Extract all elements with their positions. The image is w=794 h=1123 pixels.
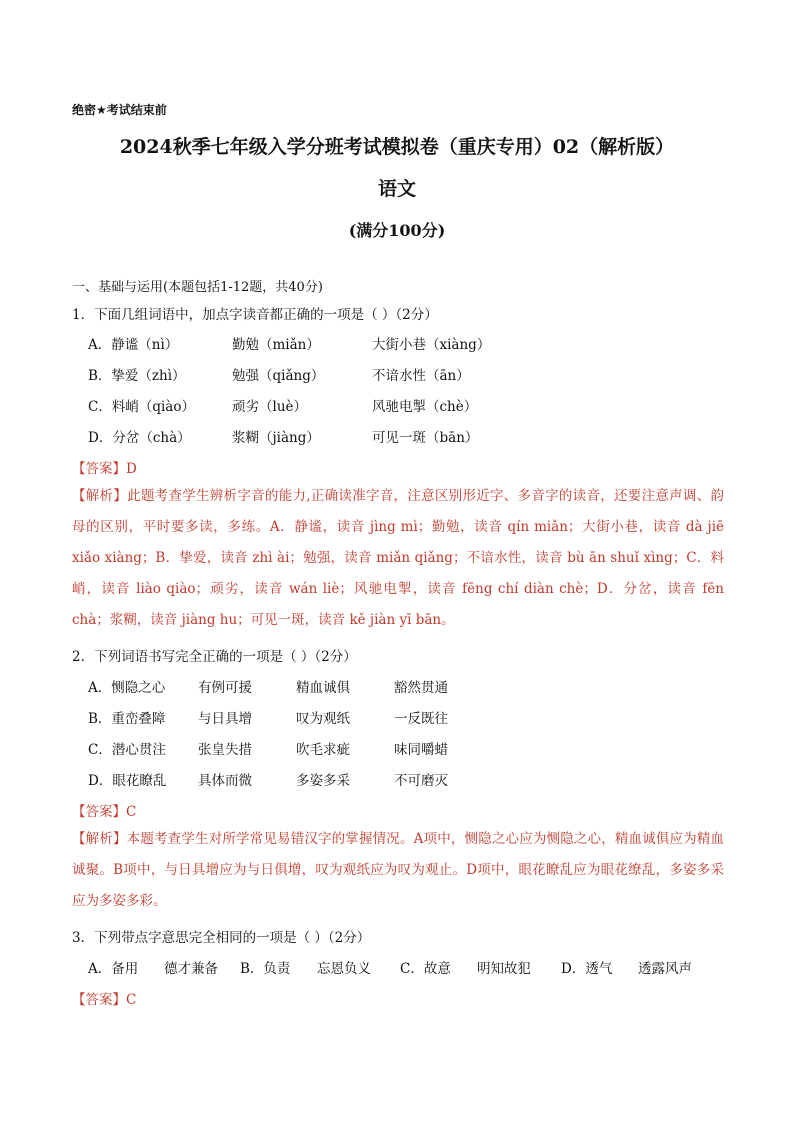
- q1-opt: 勤勉（miǎn）: [232, 337, 320, 353]
- q1-opt: 浆糊（jiàng）: [232, 430, 320, 446]
- q2-opt: 不可磨灭: [394, 773, 448, 789]
- q2-opt: D．眼花瞭乱: [88, 773, 167, 789]
- q1-opt: 不谙水性（ān）: [372, 368, 470, 384]
- answer-label: 【答案】: [72, 992, 126, 1008]
- q1-opt: A．静谧（nì）: [88, 337, 179, 353]
- q1-opt: C．料峭（qiào）: [88, 399, 195, 415]
- q1-analysis: [72, 481, 724, 636]
- q3-answer: [72, 988, 136, 1008]
- q2-opt: 一反既往: [394, 711, 448, 727]
- q2-opt: 有例可援: [198, 680, 252, 696]
- answer-label: 【答案】: [72, 804, 126, 820]
- q3-stem: 3．下列带点字意思完全相同的一项是（ ）（2分）: [72, 930, 371, 946]
- q2-opt: 吹毛求疵: [296, 742, 350, 758]
- q2-opt: 味同嚼蜡: [394, 742, 448, 758]
- q3-opt: 明知故犯: [477, 961, 531, 977]
- q2-opt: B．重峦叠障: [88, 711, 166, 727]
- q3-opt: 忘恩负义: [317, 961, 371, 977]
- q3-opt: 德才兼备: [164, 961, 218, 977]
- q2-opt: 多姿多采: [296, 773, 350, 789]
- subject-title: 语文: [377, 178, 416, 200]
- q2-answer: [72, 800, 136, 820]
- q2-opt: A．恻隐之心: [88, 680, 166, 696]
- q2-stem: 2．下列词语书写完全正确的一项是（ ）（2分）: [72, 649, 357, 665]
- q2-opt: C．潜心贯注: [88, 742, 166, 758]
- q1-opt: 勉强（qiǎng）: [232, 368, 325, 384]
- analysis-text: 此题考查学生辨析字音的能力,正确读准字音，注意区别形近字、多音字的读音，还要注意声调、韵母的区别，平时要多读，多练。A．静谧，读音 jìng mì；勤勉，读音 qín miǎn；大街小巷，读音 dà jiē xiǎo xiàng；B．挚爱，读音 zhì ài；勉强，读音 miǎn qiǎng；不谙水性，读音 bù ān shuǐ xìng；C．料峭，读音 liào qiào；顽劣，读音 wán liè；风驰电掣，读音 fēng chí diàn chè；D．分岔，读音 fēn chà；浆糊，读音 jiàng hu；可见一斑，读音 kě jiàn yī bān。: [72, 488, 724, 628]
- q1-opt: B．挚爱（zhì）: [88, 368, 186, 384]
- section-heading: 一、基础与运用(本题包括1-12题，共40分): [72, 280, 323, 295]
- q2-opt: 张皇失措: [198, 742, 252, 758]
- q1-answer: [72, 457, 137, 477]
- q2-analysis: [72, 824, 724, 917]
- q2-opt: 具体而微: [198, 773, 252, 789]
- q1-stem: 1．下面几组词语中，加点字读音都正确的一项是（ ）（2分）: [72, 307, 438, 323]
- secret-label: 绝密★考试结束前: [72, 103, 167, 117]
- q3-opt: C．故意: [400, 961, 451, 977]
- analysis-label: 【解析】: [72, 488, 128, 504]
- q2-opt: 豁然贯通: [394, 680, 448, 696]
- analysis-text: 本题考查学生对所学常见易错汉字的掌握情况。A项中，恻隐之心应为恻隐之心，精血诚俱应为精血诚聚。B项中，与日具增应为与日俱增，叹为观纸应为叹为观止。D项中，眼花瞭乱应为眼花缭乱，多姿多采应为多姿多彩。: [72, 831, 725, 909]
- q2-opt: 与日具增: [198, 711, 252, 727]
- q1-opt: D．分岔（chà）: [88, 430, 191, 446]
- q1-opt: 可见一斑（bān）: [372, 430, 479, 446]
- analysis-label: 【解析】: [72, 831, 127, 847]
- answer-label: 【答案】: [72, 461, 126, 477]
- exam-title: 2024秋季七年级入学分班考试模拟卷（重庆专用）02（解析版）: [119, 136, 675, 158]
- answer-value: C: [126, 992, 137, 1008]
- q2-opt: 精血诚俱: [296, 680, 350, 696]
- q2-opt: 叹为观纸: [296, 711, 350, 727]
- q3-opt: 透露风声: [638, 961, 692, 977]
- answer-value: D: [126, 461, 137, 477]
- answer-value: C: [126, 804, 137, 820]
- q1-opt: 风驰电掣（chè）: [372, 399, 478, 415]
- full-score: (满分100分): [348, 221, 446, 240]
- q3-opt: D．透气: [561, 961, 613, 977]
- q3-opt: A．备用: [88, 961, 139, 977]
- q1-opt: 顽劣（luè）: [232, 399, 308, 415]
- q1-opt: 大街小巷（xiàng）: [372, 337, 491, 353]
- q3-opt: B．负责: [240, 961, 291, 977]
